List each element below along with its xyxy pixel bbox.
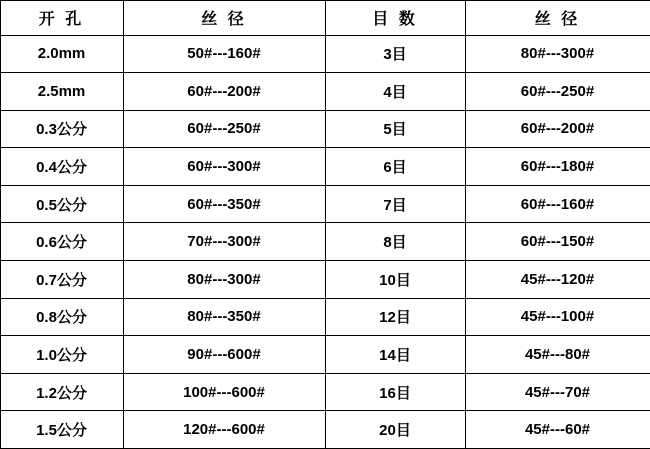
table-row (0, 110, 650, 148)
cell-aperture: 2.5mm (0, 73, 123, 111)
cell-mesh-count: 20目 (325, 411, 465, 449)
table-row (0, 73, 650, 111)
cell-wire-diameter-2: 60#---180# (465, 148, 650, 186)
table-row (0, 185, 650, 223)
table-row (0, 261, 650, 299)
cell-wire-diameter-1: 50#---160# (123, 35, 325, 73)
cell-mesh-count: 14目 (325, 336, 465, 374)
cell-mesh-count: 3目 (325, 35, 465, 73)
cell-wire-diameter-1: 80#---350# (123, 298, 325, 336)
cell-mesh-count: 6目 (325, 148, 465, 186)
table-row (0, 223, 650, 261)
cell-mesh-count: 8目 (325, 223, 465, 261)
cell-wire-diameter-1: 60#---300# (123, 148, 325, 186)
cell-wire-diameter-1: 80#---300# (123, 261, 325, 299)
cell-wire-diameter-2: 45#---70# (465, 373, 650, 411)
cell-aperture: 0.6公分 (0, 223, 123, 261)
cell-mesh-count: 4目 (325, 73, 465, 111)
cell-aperture: 1.2公分 (0, 373, 123, 411)
column-header-wire-diameter-2: 丝 径 (465, 1, 650, 36)
table-row (0, 148, 650, 186)
cell-wire-diameter-2: 60#---150# (465, 223, 650, 261)
cell-mesh-count: 10目 (325, 261, 465, 299)
cell-aperture: 0.5公分 (0, 185, 123, 223)
cell-wire-diameter-2: 80#---300# (465, 35, 650, 73)
cell-wire-diameter-2: 45#---60# (465, 411, 650, 449)
cell-mesh-count: 5目 (325, 110, 465, 148)
table-header-row (0, 1, 650, 36)
cell-mesh-count: 16目 (325, 373, 465, 411)
cell-wire-diameter-1: 120#---600# (123, 411, 325, 449)
cell-wire-diameter-1: 60#---350# (123, 185, 325, 223)
cell-aperture: 1.0公分 (0, 336, 123, 374)
cell-wire-diameter-2: 60#---160# (465, 185, 650, 223)
table-row (0, 411, 650, 449)
cell-wire-diameter-1: 100#---600# (123, 373, 325, 411)
cell-wire-diameter-1: 90#---600# (123, 336, 325, 374)
table-row (0, 298, 650, 336)
table-row (0, 373, 650, 411)
cell-aperture: 2.0mm (0, 35, 123, 73)
column-header-wire-diameter-1: 丝 径 (123, 1, 325, 36)
cell-aperture: 0.3公分 (0, 110, 123, 148)
cell-wire-diameter-1: 60#---200# (123, 73, 325, 111)
cell-mesh-count: 12目 (325, 298, 465, 336)
cell-wire-diameter-2: 60#---250# (465, 73, 650, 111)
cell-aperture: 0.4公分 (0, 148, 123, 186)
column-header-mesh-count: 目 数 (325, 1, 465, 36)
cell-wire-diameter-2: 45#---100# (465, 298, 650, 336)
cell-aperture: 0.7公分 (0, 261, 123, 299)
cell-mesh-count: 7目 (325, 185, 465, 223)
table-row (0, 35, 650, 73)
column-header-aperture: 开 孔 (0, 1, 123, 36)
table-row (0, 336, 650, 374)
cell-wire-diameter-2: 45#---80# (465, 336, 650, 374)
cell-wire-diameter-1: 60#---250# (123, 110, 325, 148)
cell-wire-diameter-2: 45#---120# (465, 261, 650, 299)
cell-aperture: 1.5公分 (0, 411, 123, 449)
cell-wire-diameter-1: 70#---300# (123, 223, 325, 261)
cell-wire-diameter-2: 60#---200# (465, 110, 650, 148)
cell-aperture: 0.8公分 (0, 298, 123, 336)
